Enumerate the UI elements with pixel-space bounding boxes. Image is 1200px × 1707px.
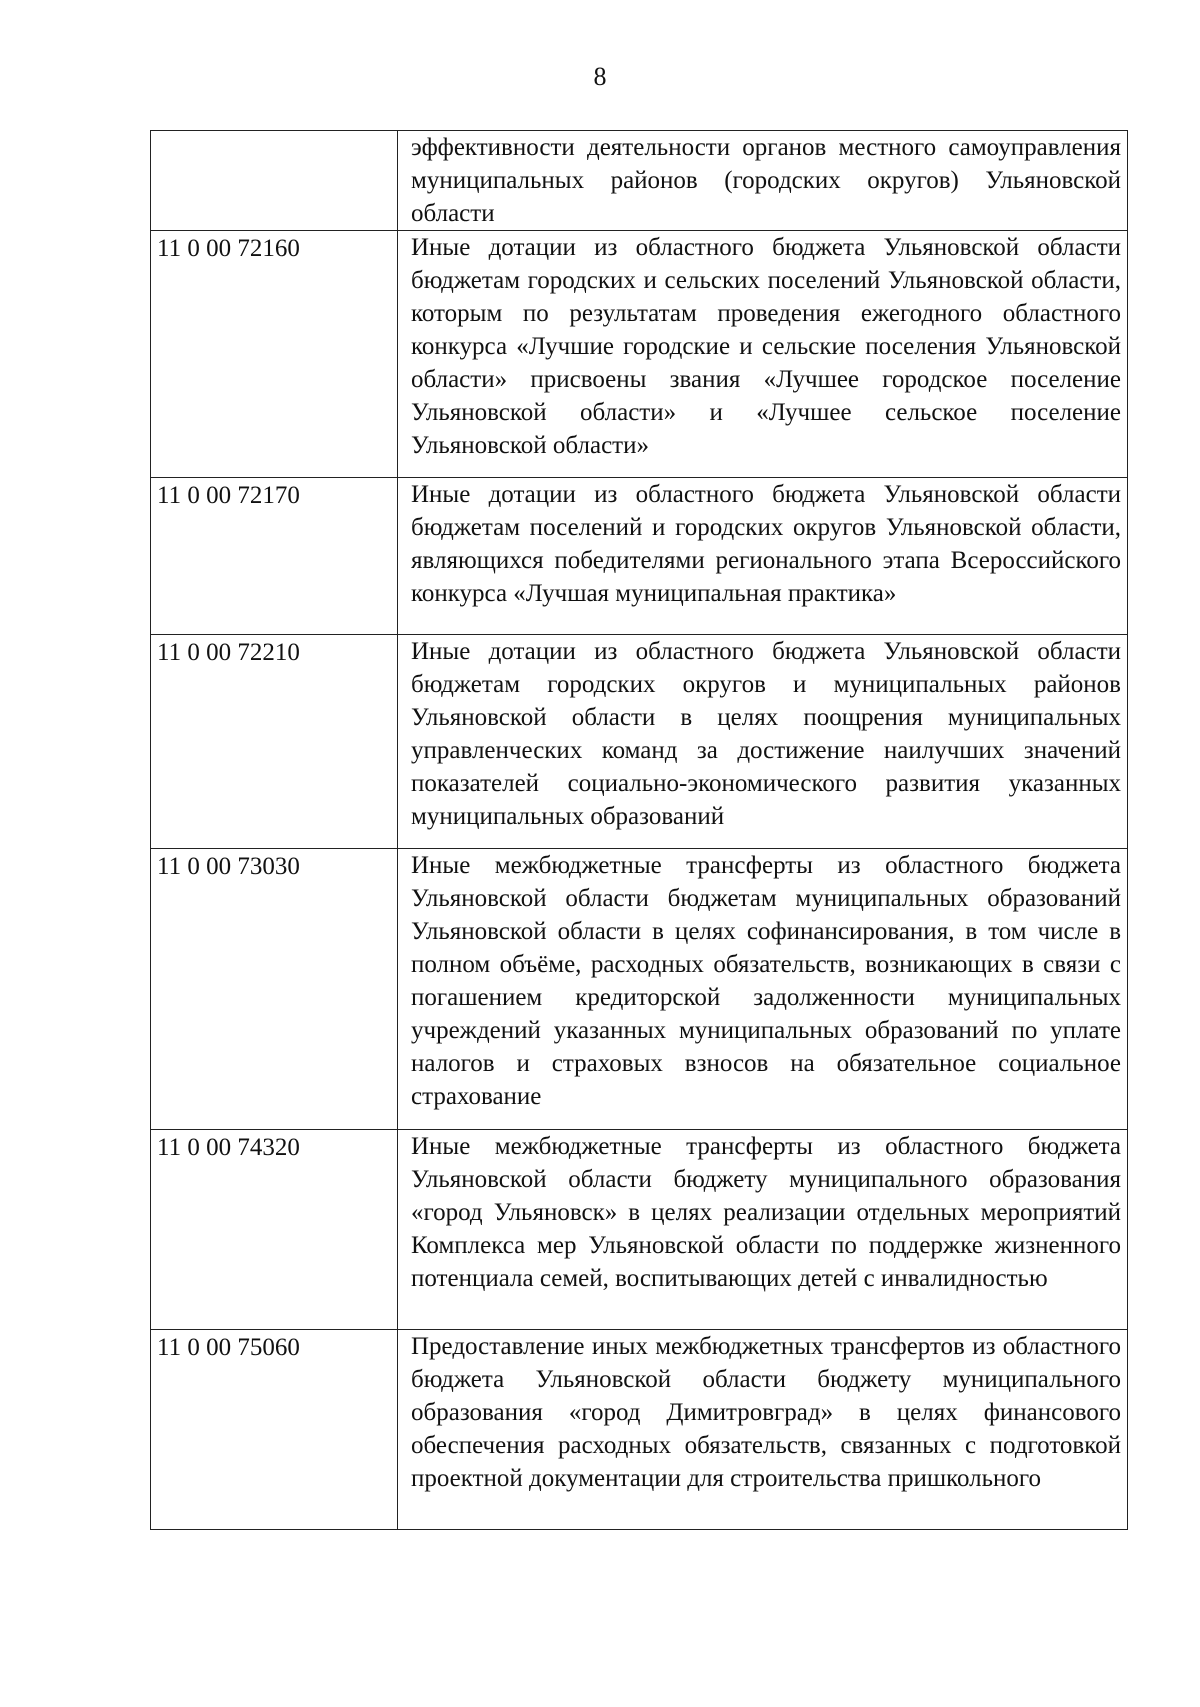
row-description (398, 1130, 1128, 1330)
page-number: 8 (593, 62, 607, 91)
row-description-text: эффективности деятельности органов местного самоуправления муниципальных районов (городских округов) Ульяновской области (411, 134, 1121, 227)
row-code (151, 131, 398, 231)
row-code: 11 0 00 75060 (151, 1330, 398, 1530)
row-description-text: Предоставление иных межбюджетных трансфертов из областного бюджета Ульяновской области бюджету муниципального образования «город Димитровград» в целях финансового обеспечения расходных обязательств, связанных с подготовкой проектной документации для строительства пришкольного (411, 1333, 1121, 1492)
table-row (151, 231, 1128, 478)
row-description (398, 231, 1128, 478)
row-description (398, 635, 1128, 849)
row-description-text: Иные дотации из областного бюджета Ульяновской области бюджетам городских и сельских поселений Ульяновской области, которым по результатам проведения ежегодного областного конкурса «Лучшие городские и сельские поселения Ульяновской области» присвоены звания «Лучшее городское поселение Ульяновской области» и «Лучшее сельское поселение Ульяновской области» (411, 234, 1121, 459)
row-description (398, 131, 1128, 231)
row-description (398, 1330, 1128, 1530)
row-description-text: Иные межбюджетные трансферты из областного бюджета Ульяновской области бюджету муниципального образования «город Ульяновск» в целях реализации отдельных мероприятий Комплекса мер Ульяновской области по поддержке жизненного потенциала семей, воспитывающих детей с инвалидностью (411, 1133, 1121, 1292)
table-row (151, 131, 1128, 231)
row-description-text: Иные дотации из областного бюджета Ульяновской области бюджетам поселений и городских округов Ульяновской области, являющихся победителями регионального этапа Всероссийского конкурса «Лучшая муниципальная практика» (411, 481, 1121, 607)
row-description-text: Иные межбюджетные трансферты из областного бюджета Ульяновской области бюджетам муниципальных образований Ульяновской области в целях софинансирования, в том числе в полном объёме, расходных обязательств, возникающих в связи с погашением кредиторской задолженности муниципальных учреждений указанных муниципальных образований по уплате налогов и страховых взносов на обязательное социальное страхование (411, 852, 1121, 1110)
table-row (151, 1330, 1128, 1530)
table-row (151, 635, 1128, 849)
table-row (151, 1130, 1128, 1330)
row-code: 11 0 00 72210 (151, 635, 398, 849)
table-row (151, 478, 1128, 635)
row-description (398, 478, 1128, 635)
row-code: 11 0 00 72160 (151, 231, 398, 478)
row-code: 11 0 00 74320 (151, 1130, 398, 1330)
row-description-text: Иные дотации из областного бюджета Ульяновской области бюджетам городских округов и муниципальных районов Ульяновской области в целях поощрения муниципальных управленческих команд за достижение наилучших значений показателей социально-экономического развития указанных муниципальных образований (411, 638, 1121, 830)
row-code: 11 0 00 73030 (151, 849, 398, 1130)
table-row (151, 849, 1128, 1130)
row-code: 11 0 00 72170 (151, 478, 398, 635)
row-description (398, 849, 1128, 1130)
budget-classification-table (150, 130, 1128, 1530)
